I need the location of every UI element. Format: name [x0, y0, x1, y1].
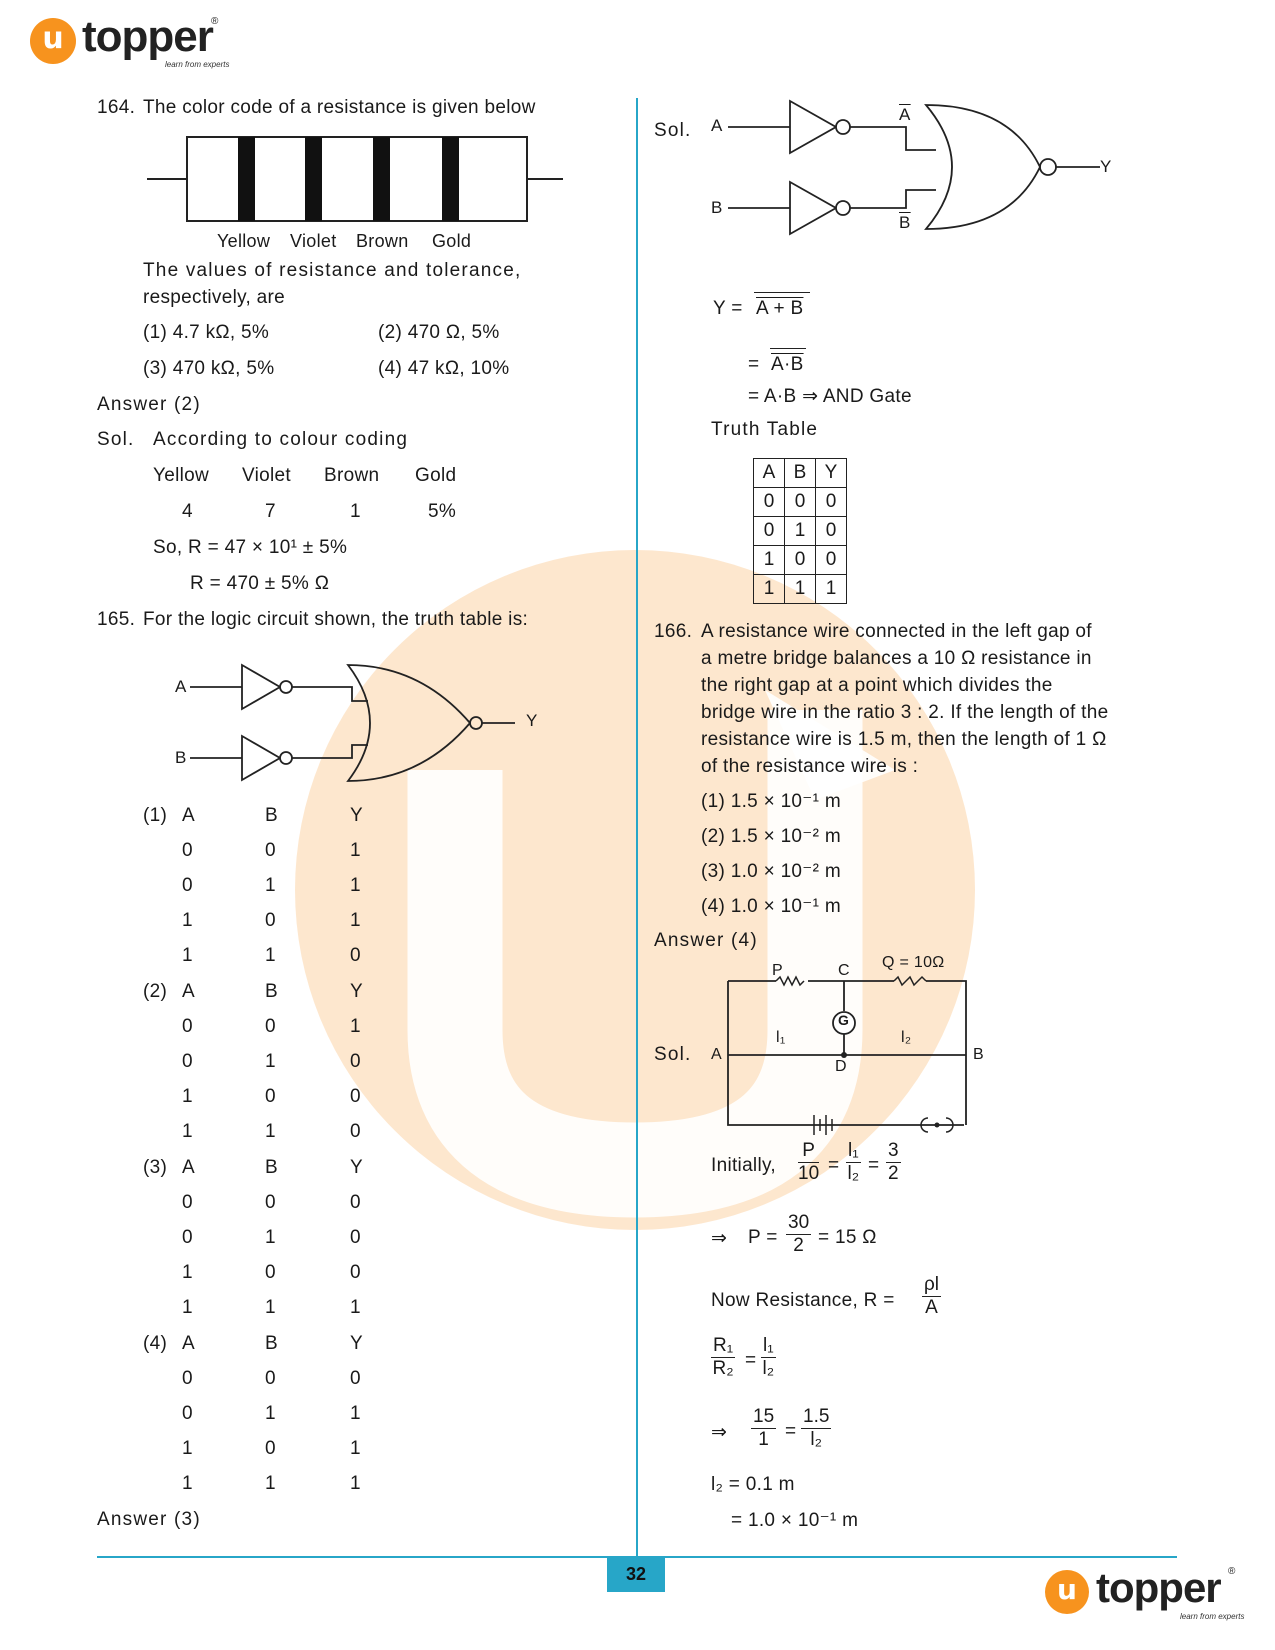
- logo-circle-icon: u: [30, 18, 76, 64]
- sol-output-y: Y: [1100, 157, 1112, 176]
- resistor-diagram: [145, 134, 565, 228]
- bridge-label-b: B: [973, 1046, 984, 1063]
- q166-question-line4: bridge wire in the ratio 3 : 2. If the length of the: [701, 702, 1109, 723]
- sol-value-yellow: 4: [182, 501, 193, 522]
- frac-1-5-l2: $\frac{1.5}{\text{l₂}}$: [803, 1406, 830, 1450]
- q165-number: 165.: [97, 609, 136, 630]
- frac-l1-l2: $\frac{\text{l₁}}{\text{l₂}}$: [847, 1140, 860, 1184]
- final-result: = 1.0 × 10⁻¹ m: [731, 1510, 859, 1531]
- q165-sol-label: Sol.: [654, 120, 692, 141]
- q166-question-line5: resistance wire is 1.5 m, then the length of 1 Ω: [701, 729, 1107, 750]
- logic-circuit-diagram: [170, 655, 550, 795]
- not-gate-b: [242, 736, 280, 780]
- sol-a-bar: $\overline{A}$: [899, 105, 911, 124]
- sol-eq1-rhs: A + B: [756, 298, 804, 319]
- frac-15-1: $\frac{15}{1}$: [753, 1406, 775, 1450]
- frac-p-10: $\frac{P}{10}$: [798, 1140, 820, 1184]
- q166-answer: Answer (4): [654, 930, 758, 951]
- q166-sol-label: Sol.: [654, 1044, 692, 1065]
- p-eq-lhs: P =: [748, 1227, 778, 1248]
- band-label-brown: Brown: [356, 231, 409, 251]
- now-resistance: Now Resistance, R =: [711, 1290, 895, 1311]
- page-number: 32: [607, 1558, 665, 1592]
- sol-equation-2: R = 470 ± 5% Ω: [190, 573, 330, 594]
- metre-bridge-diagram: [724, 975, 994, 1135]
- q164-sol-label: Sol.: [97, 429, 135, 450]
- implies-2: ⇒: [711, 1422, 728, 1443]
- sol-color-violet: Violet: [242, 465, 291, 486]
- l2-result: l₂ = 0.1 m: [711, 1474, 795, 1495]
- sol-eq2-equals: =: [748, 354, 760, 375]
- footer-registered-mark: ®: [1228, 1566, 1236, 1577]
- q165-output-y: Y: [526, 711, 538, 730]
- sol-value-violet: 7: [265, 501, 276, 522]
- q164-option-2: (2) 470 Ω, 5%: [378, 322, 500, 343]
- band-yellow: [238, 137, 255, 221]
- nor-of-nots-diagram: [710, 95, 1130, 240]
- q164-option-1: (1) 4.7 kΩ, 5%: [143, 322, 270, 343]
- sol-eq3: = A·B ⇒ AND Gate: [748, 386, 912, 407]
- frac-3-2: $\frac{3}{2}$: [888, 1140, 899, 1184]
- truth-table: A B Y 0 0 0 0 1 0 1 0 0 1 1 1: [753, 458, 847, 604]
- q166-option-1: (1) 1.5 × 10⁻¹ m: [701, 791, 841, 812]
- eq-sign-4: =: [785, 1421, 797, 1442]
- q164-number: 164.: [97, 97, 136, 118]
- bridge-label-q: Q = 10Ω: [882, 954, 945, 971]
- sol-equation-1: So, R = 47 × 10¹ ± 5%: [153, 537, 348, 558]
- q165-input-a: A: [175, 677, 187, 696]
- logo-wordmark: topper: [82, 12, 213, 61]
- q164-option-3: (3) 470 kΩ, 5%: [143, 358, 275, 379]
- bridge-label-l2: l₂: [901, 1029, 912, 1046]
- frac-rho-l-a: $\frac{\rho l}{A}$: [924, 1274, 940, 1318]
- bridge-label-g: G: [838, 1012, 850, 1028]
- sol-input-b: B: [711, 198, 723, 217]
- sol-value-gold: 5%: [428, 501, 457, 522]
- sol-eq1-lhs: Y =: [713, 298, 743, 319]
- q164-prompt-line1: The values of resistance and tolerance,: [143, 260, 522, 281]
- q165-input-b: B: [175, 748, 187, 767]
- truth-table-title: Truth Table: [711, 419, 819, 440]
- footer-logo-tagline: learn from experts: [1180, 1612, 1245, 1621]
- implies-1: ⇒: [711, 1228, 728, 1249]
- q166-question-line2: a metre bridge balances a 10 Ω resistance in: [701, 648, 1092, 669]
- bridge-label-p: P: [772, 962, 783, 979]
- q166-question-line3: the right gap at a point which divides the: [701, 675, 1053, 696]
- q164-sol-intro: According to colour coding: [153, 429, 409, 450]
- initially-label: Initially,: [711, 1155, 776, 1176]
- column-divider: [636, 98, 638, 1568]
- band-label-gold: Gold: [432, 231, 472, 251]
- sol-color-gold: Gold: [415, 465, 457, 486]
- q164-prompt-line2: respectively, are: [143, 287, 286, 308]
- q165-question: For the logic circuit shown, the truth table is:: [143, 609, 529, 630]
- sol-color-yellow: Yellow: [153, 465, 210, 486]
- eq-sign-2: =: [868, 1155, 880, 1176]
- frac-l1-l2-b: $\frac{\text{l₁}}{\text{l₂}}$: [762, 1335, 775, 1379]
- band-label-yellow: Yellow: [217, 231, 271, 251]
- p-eq-rhs: = 15 Ω: [818, 1227, 877, 1248]
- q166-question-line6: of the resistance wire is :: [701, 756, 919, 777]
- logo-tagline: learn from experts: [165, 60, 230, 69]
- frac-r1-r2: $\frac{\text{R₁}}{\text{R₂}}$: [712, 1335, 734, 1379]
- not-gate-a: [242, 665, 280, 709]
- q166-option-3: (3) 1.0 × 10⁻² m: [701, 861, 841, 882]
- sol-value-brown: 1: [350, 501, 361, 522]
- bridge-label-d: D: [835, 1058, 847, 1075]
- q165-answer: Answer (3): [97, 1509, 201, 1530]
- sol-color-brown: Brown: [324, 465, 380, 486]
- q164-answer: Answer (2): [97, 394, 201, 415]
- bridge-label-c: C: [838, 962, 850, 979]
- band-gold: [442, 137, 459, 221]
- eq-sign-1: =: [828, 1155, 840, 1176]
- double-bar-outer: [754, 292, 810, 293]
- q166-number: 166.: [654, 621, 693, 642]
- eq-sign-3: =: [745, 1350, 757, 1371]
- nor-gate: [348, 665, 470, 781]
- q166-option-4: (4) 1.0 × 10⁻¹ m: [701, 896, 841, 917]
- frac-30-2: $\frac{30}{2}$: [788, 1212, 810, 1256]
- footer-logo-circle-icon: u: [1045, 1570, 1089, 1614]
- q166-option-2: (2) 1.5 × 10⁻² m: [701, 826, 841, 847]
- sol-b-bar: $\overline{B}$: [899, 213, 911, 232]
- bridge-label-l1: l₁: [776, 1029, 786, 1046]
- resistor-q: [894, 977, 926, 985]
- band-violet: [305, 137, 322, 221]
- double-bar-outer-2: [770, 348, 806, 349]
- band-label-violet: Violet: [290, 231, 337, 251]
- band-brown: [373, 137, 390, 221]
- q164-option-4: (4) 47 kΩ, 10%: [378, 358, 510, 379]
- registered-mark: ®: [211, 16, 219, 27]
- q164-question: The color code of a resistance is given below: [143, 97, 536, 118]
- sol-eq2: A·B: [771, 354, 804, 375]
- bridge-label-a: A: [711, 1046, 722, 1063]
- q166-question-line1: A resistance wire connected in the left gap of: [701, 621, 1092, 642]
- sol-input-a: A: [711, 116, 723, 135]
- footer-logo-wordmark: topper: [1096, 1564, 1221, 1611]
